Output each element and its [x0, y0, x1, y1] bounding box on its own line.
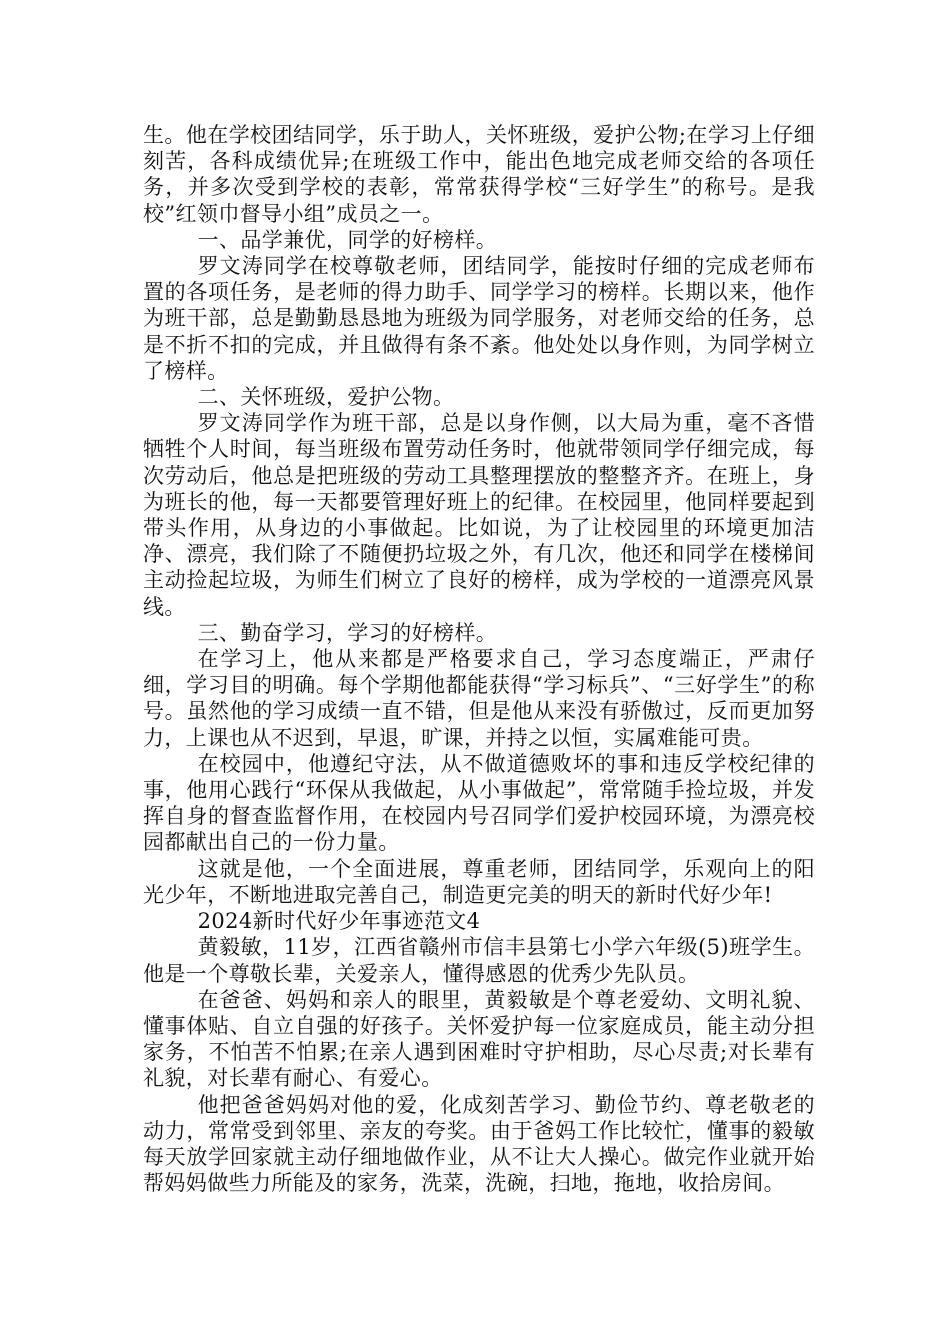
paragraph-4: 在学习上，他从来都是严格要求自己，学习态度端正，严肃仔细，学习目的明确。每个学期他都能获得“学习标兵”、“三好学生”的称号。虽然他的学习成绩一直不错，但是他从来没有骄傲过，反而更加努力，上课也从不迟到，早退，旷课，并持之以恒，实属难能可贵。 — [143, 647, 815, 750]
paragraph-9: 他把爸爸妈妈对他的爱，化成刻苦学习、勤俭节约、尊老敬老的动力，常常受到邻里、亲友的夸奖。由于爸妈工作比较忙，懂事的毅敏每天放学回家就主动仔细地做作业，从不让大人操心。做完作业就开始帮妈妈做些力所能及的家务，洗菜，洗碗，扫地，拖地，收拾房间。 — [143, 1092, 815, 1196]
article-title: 2024新时代好少年事迹范文4 — [197, 909, 481, 934]
paragraph-1: 生。他在学校团结同学，乐于助人，关怀班级，爱护公物;在学习上仔细刻苦，各科成绩优异;在班级工作中，能出色地完成老师交给的各项任务，并多次受到学校的表彰，常常获得学校“三好学生”的称号。是我校”红领巾督导小组”成员之一。 — [143, 123, 815, 226]
section-heading-3: 三、勤奋学习，学习的好榜样。 — [197, 620, 498, 645]
document-body — [143, 122, 815, 1196]
paragraph-3: 罗文涛同学作为班干部，总是以身作侧，以大局为重，毫不吝惜牺牲个人时间，每当班级布置劳动任务时，他就带领同学仔细完成，每次劳动后，他总是把班级的劳动工具整理摆放的整整齐齐。在班上，身为班长的他，每一天都要管理好班上的纪律。在校园里，他同样要起到带头作用，从身边的小事做起。比如说，为了让校园里的环境更加洁净、漂亮，我们除了不随便扔垃圾之外，有几次，他还和同学在楼梯间主动捡起垃圾，为师生们树立了良好的榜样，成为学校的一道漂亮风景线。 — [143, 411, 815, 619]
paragraph-5: 在校园中，他遵纪守法，从不做道德败坏的事和违反学校纪律的事，他用心践行“环保从我做起，从小事做起”，常常随手捡垃圾，并发挥自身的督查监督作用，在校园内号召同学们爱护校园环境，为漂亮校园都献出自己的一份力量。 — [143, 751, 815, 855]
section-heading-1: 一、品学兼优，同学的好榜样。 — [197, 227, 498, 252]
section-heading-2: 二、关怀班级，爱护公物。 — [197, 385, 455, 410]
paragraph-7: 黄毅敏，11岁，江西省赣州市信丰县第七小学六年级(5)班学生。他是一个尊敬长辈，关爱亲人，懂得感恩的优秀少先队员。 — [143, 935, 815, 986]
paragraph-6: 这就是他，一个全面进展，尊重老师，团结同学，乐观向上的阳光少年，不断地进取完善自己，制造更完美的明天的新时代好少年! — [143, 856, 815, 907]
paragraph-2: 罗文涛同学在校尊敬老师，团结同学，能按时仔细的完成老师布置的各项任务，是老师的得力助手、同学学习的榜样。长期以来，他作为班干部，总是勤勤恳恳地为班级为同学服务，对老师交给的任务，总是不折不扣的完成，并且做得有条不紊。他处处以身作则，为同学树立了榜样。 — [143, 254, 815, 383]
paragraph-8: 在爸爸、妈妈和亲人的眼里，黄毅敏是个尊老爱幼、文明礼貌、懂事体贴、自立自强的好孩子。关怀爱护每一位家庭成员，能主动分担家务，不怕苦不怕累;在亲人遇到困难时守护相助，尽心尽责;对长辈有礼貌，对长辈有耐心、有爱心。 — [143, 987, 815, 1091]
